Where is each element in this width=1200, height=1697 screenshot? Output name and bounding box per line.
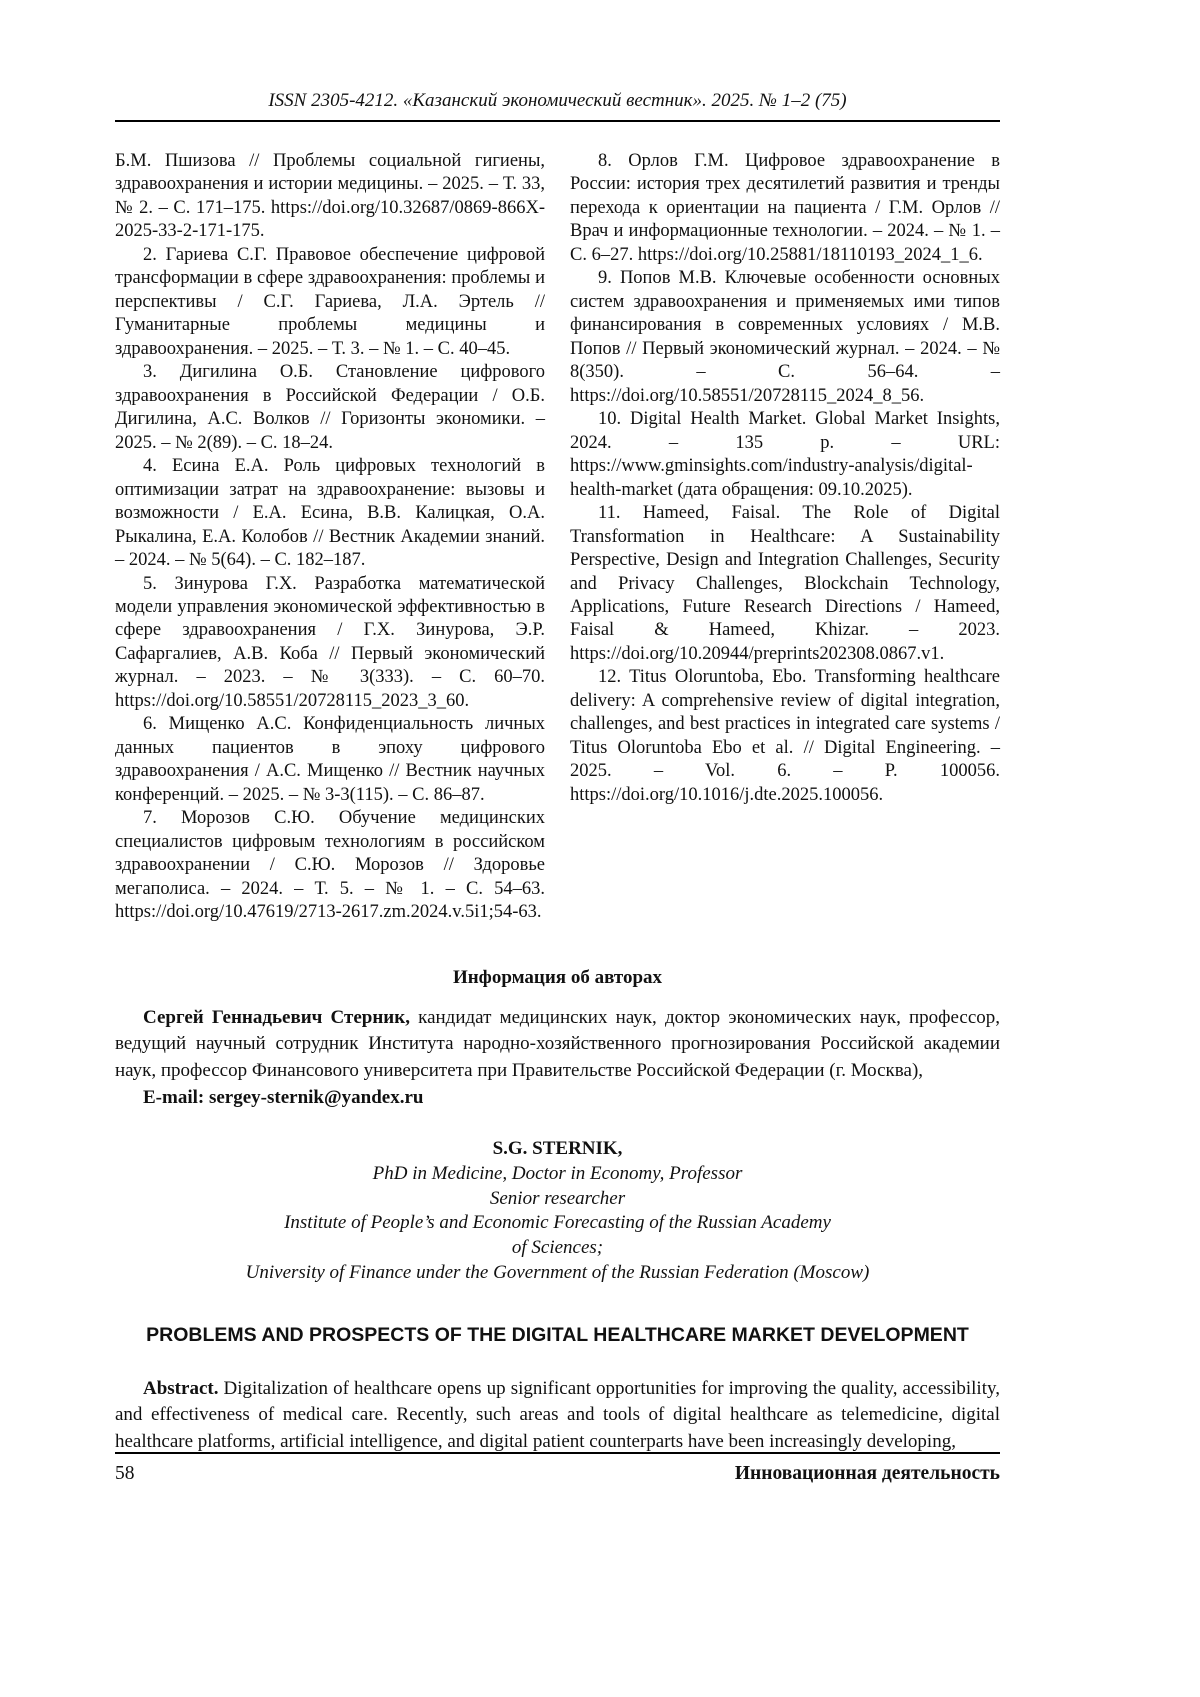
abstract-label: Abstract.	[143, 1377, 219, 1399]
author-details: кандидат медицинских наук, доктор экономических наук, профессор, ведущий научный сотрудник Института народно-хозяйственного прогнозирования Российской академии наук, профессор Финансового университета при Правительстве Российской Федерации (г. Москва),	[115, 1006, 1000, 1081]
author-email: sergey-sternik@yandex.ru	[208, 1086, 424, 1108]
references-column-right	[570, 150, 1000, 925]
running-head	[115, 90, 1000, 122]
author-info-paragraph	[115, 1005, 1000, 1085]
references-section	[115, 150, 1000, 925]
reference-item-12: 12. Titus Oloruntoba, Ebo. Transforming healthcare delivery: A comprehensive review of digital integration, challenges, and best practices in integrated care systems / Titus Oloruntoba Ebo et al. // Digital Engineering. – 2025. – Vol. 6. – P. 100056. https://doi.org/10.1016/j.dte.2025.100056.	[570, 667, 1000, 805]
journal-issn-line: ISSN 2305-4212. «Казанский экономический вестник». 2025. № 1–2 (75)	[268, 90, 847, 111]
abstract-text: Digitalization of healthcare opens up significant opportunities for improving the quality, accessibility, and effectiveness of medical care. Recently, such areas and tools of digital healthcare as telemedicine, digital healthcare platforms, artificial intelligence, and digital patient counterparts have been increasingly developing,	[115, 1377, 1000, 1452]
reference-item-10: 10. Digital Health Market. Global Market Insights, 2024. – 135 p. – URL: https://www.gminsights.com/industry-analysis/digital-health-market (дата обращения: 09.10.2025).	[570, 409, 1000, 500]
page-number: 58	[115, 1463, 135, 1484]
reference-item-7: 7. Морозов С.Ю. Обучение медицинских специалистов цифровым технологиям в российском здравоохранении / С.Ю. Морозов // Здоровье мегаполиса. – 2024. – Т. 5. – № 1. – С. 54–63. https://doi.org/10.47619/2713-2617.zm.2024.v.5i1;54-63.	[115, 808, 545, 923]
reference-item-1-continuation: Б.М. Пшизова // Проблемы социальной гигиены, здравоохранения и истории медицины. – 2025. – Т. 33, № 2. – С. 171–175. https://doi.org/10.32687/0869-866X-2025-33-2-171-175.	[115, 150, 545, 242]
author-affiliation-line-1: Institute of People’s and Economic Forecasting of the Russian Academy	[284, 1212, 831, 1234]
reference-item-9: 9. Попов М.В. Ключевые особенности основных систем здравоохранения и применяемых ими типов финансирования в современных условиях / М.В. Попов // Первый экономический журнал. – 2024. – № 8(350). – С. 56–64. – https://doi.org/10.58551/20728115_2024_8_56.	[570, 268, 1000, 406]
email-label: E-mail:	[143, 1086, 205, 1108]
reference-item-5: 5. Зинурова Г.Х. Разработка математической модели управления экономической эффективностью в сфере здравоохранения / Г.Х. Зинурова, Э.Р. Сафаргалиев, А.В. Коба // Первый экономический журнал. – 2023. – № 3(333). – С. 60–70. https://doi.org/10.58551/20728115_2023_3_60.	[115, 573, 545, 711]
page-footer	[115, 1452, 1000, 1485]
author-info-english-block	[115, 1137, 1000, 1285]
authors-info-heading: Информация об авторах	[452, 966, 663, 988]
reference-item-11: 11. Hameed, Faisal. The Role of Digital Transformation in Healthcare: A Sustainability Perspective, Design and Integration Challenges, Security and Privacy Challenges, Blockchain Technology, Applications, Future Research Directions / Hameed, Faisal & Hameed, Khizar. – 2023. https://doi.org/10.20944/preprints202308.0867.v1.	[570, 503, 1000, 664]
references-column-left	[115, 150, 545, 925]
article-title-english: PROBLEMS AND PROSPECTS OF THE DIGITAL HEALTHCARE MARKET DEVELOPMENT	[146, 1324, 969, 1347]
abstract-paragraph	[115, 1376, 1000, 1456]
reference-item-6: 6. Мищенко А.С. Конфиденциальность личных данных пациентов в эпоху цифрового здравоохранения / А.С. Мищенко // Вестник научных конференций. – 2025. – № 3-3(115). – С. 86–87.	[115, 714, 545, 805]
footer-section-title: Инновационная деятельность	[734, 1463, 1000, 1484]
author-affiliation-line-2: of Sciences;	[511, 1236, 604, 1258]
reference-item-3: 3. Дигилина О.Б. Становление цифрового здравоохранения в Российской Федерации / О.Б. Дигилина, А.С. Волков // Горизонты экономики. – 2025. – № 2(89). – С. 18–24.	[115, 362, 545, 453]
reference-item-4: 4. Есина Е.А. Роль цифровых технологий в оптимизации затрат на здравоохранение: вызовы и возможности / Е.А. Есина, В.В. Калицкая, О.А. Рыкалина, Е.А. Колобов // Вестник Академии знаний. – 2024. – № 5(64). – С. 182–187.	[115, 456, 545, 571]
author-name: Сергей Геннадьевич Стерник,	[143, 1006, 410, 1028]
author-affiliation-line-3: University of Finance under the Government of the Russian Federation (Moscow)	[245, 1261, 870, 1283]
author-name-en: S.G. STERNIK,	[492, 1138, 623, 1160]
author-degree-line: PhD in Medicine, Doctor in Economy, Professor	[372, 1162, 743, 1184]
author-email-line	[115, 1085, 1000, 1112]
reference-item-2: 2. Гариева С.Г. Правовое обеспечение цифровой трансформации в сфере здравоохранения: проблемы и перспективы / С.Г. Гариева, Л.А. Эртель // Гуманитарные проблемы медицины и здравоохранения. – 2025. – Т. 3. – № 1. – С. 40–45.	[115, 244, 545, 359]
author-position-line: Senior researcher	[489, 1187, 626, 1209]
reference-item-8: 8. Орлов Г.М. Цифровое здравоохранение в России: история трех десятилетий развития и тренды перехода к ориентации на пациента / Г.М. Орлов // Врач и информационные технологии. – 2024. – № 1. – С. 6–27. https://doi.org/10.25881/18110193_2024_1_6.	[570, 150, 1000, 265]
